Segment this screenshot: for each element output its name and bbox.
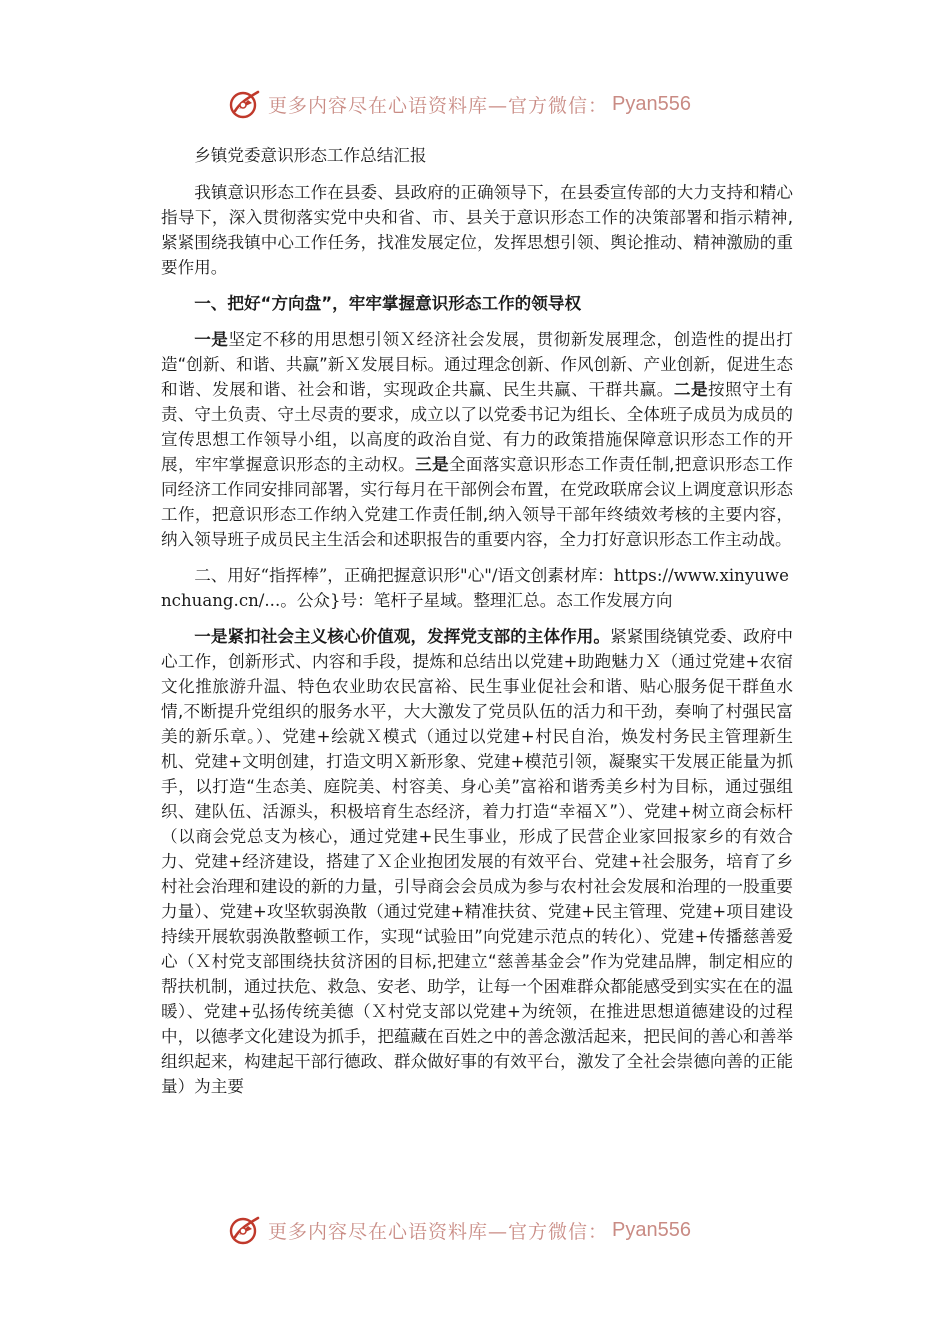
section-2-heading: 二、用好“指挥棒”，正确把握意识形"心"/语文创素材库：https://www.xinyuwenchuang.cn/...。公众}号：笔杆子星域。整理汇总。态工作发展方向 (161, 566, 789, 610)
section-2-text: 紧紧围绕镇党委、政府中心工作，创新形式、内容和手段，提炼和总结出以党建+助跑魅力Ｘ（通过党建+农宿文化推旅游升温、特色农业助农民富裕、民生事业促社会和谐、贴心服务促干群鱼水情,不断提升党组织的服务水平，大大激发了党员队伍的活力和干劲，奏响了村强民富美的新乐章。）、党建+绘就Ｘ模式（通过以党建+村民自治，焕发村务民主管理新生机、党建+文明创建，打造文明Ｘ新形象、党建+模范引领，凝聚实干发展正能量为抓手，以打造“生态美、庭院美、村容美、身心美”富裕和谐秀美乡村为目标，通过强组织、建队伍、活源头，积极培育生态经济，着力打造“幸福Ｘ”）、党建+树立商会标杆（以商会党总支为核心，通过党建+民生事业，形成了民营企业家回报家乡的有效合力、党建+经济建设，搭建了Ｘ企业抱团发展的有效平台、党建+社会服务，培育了乡村社会治理和建设的新的力量，引导商会会员成为参与农村社会发展和治理的一股重要力量）、党建+攻坚软弱涣散（通过党建+精准扶贫、党建+民主管理、党建+项目建设持续开展软弱涣散整顿工作，实现“试验田”向党建示范点的转化）、党建+传播慈善爱心（Ｘ村党支部围绕扶贫济困的目标,把建立“慈善基金会”作为党建品牌，制定相应的帮扶机制，通过扶危、救急、安老、助学，让每一个困难群众都能感受到实实在在的温暖）、党建+弘扬传统美德（Ｘ村党支部以党建+为统领，在推进思想道德建设的过程中，以德孝文化建设为抓手，把蕴藏在百姓之中的善念激活起来，把民间的善心和善举组织起来，构建起干部行德政、群众做好事的有效平台，激发了全社会崇德向善的正能量）为主要 (161, 627, 794, 1096)
watermark-banner-top (228, 86, 748, 122)
section-1-lead-1: 一是 (194, 330, 229, 349)
section-1-paragraph (161, 327, 793, 552)
document-title: 乡镇党委意识形态工作总结汇报 (194, 146, 427, 165)
watermark-banner-bottom (228, 1212, 748, 1248)
section-1-text-2: 按照守土有责、守土负责、守土尽责的要求，成立以了以党委书记为组长、全体班子成员为成员的宣传思想工作领导小组，以高度的政治自觉、有力的政策措施保障意识形态工作的开展，牢牢掌握意识形态的主动权。 (161, 380, 794, 474)
watermark-logo-icon (228, 87, 262, 121)
section-2-lead: 一是紧扣社会主义核心价值观，发挥党支部的主体作用。 (194, 627, 611, 646)
watermark-wechat-id: Pyan556 (612, 1218, 691, 1241)
section-1-text-3: 全面落实意识形态工作责任制,把意识形态工作同经济工作同安排同部署，实行每月在干部例会布置，在党政联席会议上调度意识形态工作，把意识形态工作纳入党建工作责任制,纳入领导干部年终绩效考核的主要内容，纳入领导班子成员民主生活会和述职报告的重要内容，全力打好意识形态工作主动战。 (161, 455, 794, 549)
watermark-wechat-id: Pyan556 (612, 92, 691, 115)
document-body (161, 143, 793, 1099)
watermark-text: 更多内容尽在心语资料库—官方微信： (268, 94, 609, 117)
section-1-lead-2: 二是 (673, 380, 709, 399)
intro-paragraph: 我镇意识形态工作在县委、县政府的正确领导下，在县委宣传部的大力支持和精心指导下，深入贯彻落实党中央和省、市、县关于意识形态工作的决策部署和指示精神,紧紧围绕我镇中心工作任务，找准发展定位，发挥思想引领、舆论推动、精神激励的重要作用。 (161, 183, 793, 277)
section-1-text-1: 坚定不移的用思想引领Ｘ经济社会发展，贯彻新发展理念，创造性的提出打造“创新、和谐、共赢”新Ｘ发展目标。通过理念创新、作风创新、产业创新，促进生态和谐、发展和谐、社会和谐，实现政企共赢、民生共赢、干群共赢。 (161, 330, 793, 399)
watermark-text: 更多内容尽在心语资料库—官方微信： (268, 1220, 609, 1243)
section-1-heading: 一、把好“方向盘”，牢牢掌握意识形态工作的领导权 (194, 294, 582, 313)
section-2-paragraph (161, 624, 793, 1099)
watermark-logo-icon (228, 1213, 262, 1247)
section-1-lead-3: 三是 (415, 455, 449, 474)
